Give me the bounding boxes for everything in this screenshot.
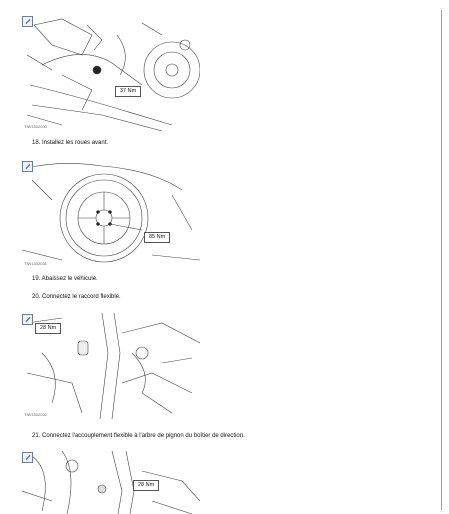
figure-reference: TIW1302030 <box>24 124 47 129</box>
figure-reference: TIW1302031 <box>24 261 47 266</box>
torque-callout: 37 Nm <box>115 86 141 97</box>
step-18: 18. Installez les roues avant. <box>32 140 109 146</box>
expand-image-icon[interactable] <box>22 452 33 463</box>
expand-image-icon[interactable] <box>22 314 33 325</box>
torque-callout: 28 Nm <box>35 323 61 334</box>
torque-callout: 28 Nm <box>133 480 159 491</box>
figure-suspension-bolt <box>22 15 200 131</box>
expand-image-icon[interactable] <box>22 16 33 27</box>
expand-image-icon[interactable] <box>22 161 33 172</box>
torque-callout: 85 Nm <box>144 232 170 243</box>
figure-front-wheel <box>22 160 200 266</box>
page-right-border <box>441 10 442 510</box>
figure-steering-coupling <box>22 451 200 514</box>
step-21: 21. Connectez l'accouplement flexible à l'arbre de pignon du boîtier de direction. <box>32 433 245 439</box>
step-20: 20. Connectez le raccord flexible. <box>32 294 121 300</box>
figure-reference: TIW1302032 <box>24 412 47 417</box>
step-19: 19. Abaissez le véhicule. <box>32 276 98 282</box>
